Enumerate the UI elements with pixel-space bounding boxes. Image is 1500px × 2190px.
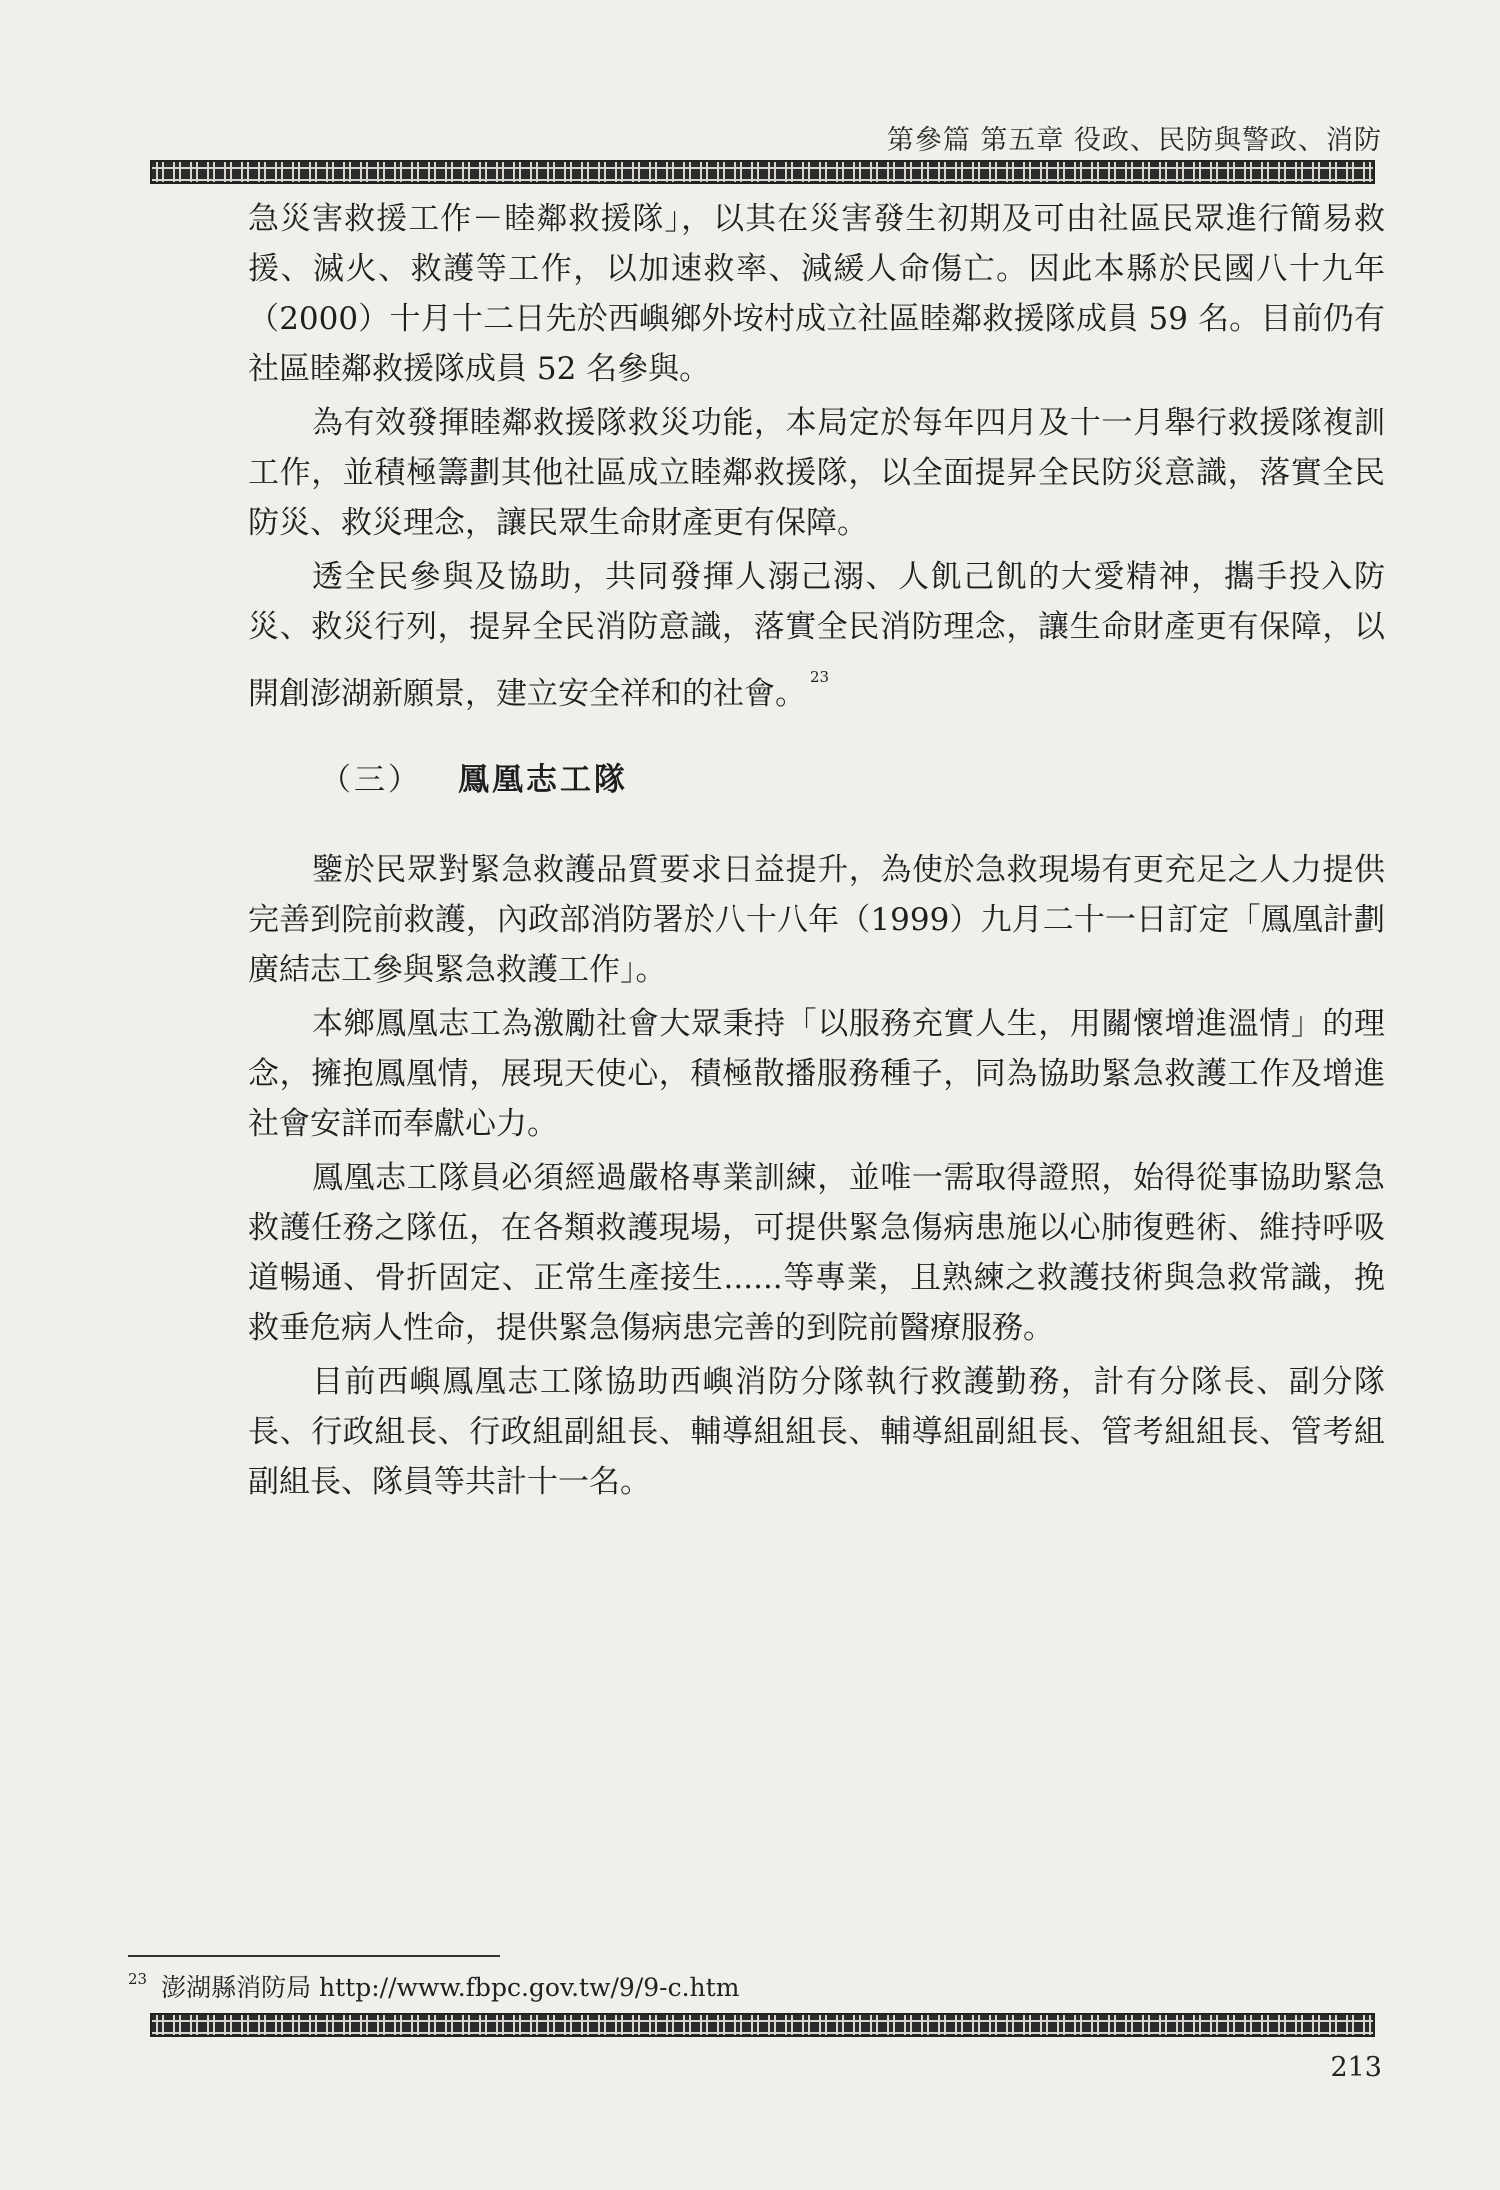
footnote-reference[interactable]: 23 (810, 668, 830, 686)
body-text (248, 194, 1385, 1511)
paragraph-1: 急災害救援工作－睦鄰救援隊」，以其在災害發生初期及可由社區民眾進行簡易救援、滅火、救護等工作，以加速救率、減緩人命傷亡。因此本縣於民國八十九年（2000）十月十二日先於西嶼鄉外垵村成立社區睦鄰救援隊成員 59 名。目前仍有社區睦鄰救援隊成員 52 名參與。 (248, 201, 1385, 387)
section-number: （三） (320, 762, 422, 798)
section-paragraph-4: 目前西嶼鳳凰志工隊協助西嶼消防分隊執行救護勤務，計有分隊長、副分隊長、行政組長、行政組副組長、輔導組組長、輔導組副組長、管考組組長、管考組副組長、隊員等共計十一名。 (248, 1364, 1385, 1500)
section-heading (320, 755, 1385, 805)
section-paragraph-3: 鳳凰志工隊員必須經過嚴格專業訓練，並唯一需取得證照，始得從事協助緊急救護任務之隊伍，在各類救護現場，可提供緊急傷病患施以心肺復甦術、維持呼吸道暢通、骨折固定、正常生產接生......等專業，且熟練之救護技術與急救常識，挽救垂危病人性命，提供緊急傷病患完善的到院前醫療服務。 (248, 1160, 1385, 1346)
footnote (128, 1968, 739, 2004)
running-header: 第參篇 第五章 役政、民防與警政、消防 (886, 125, 1382, 156)
paragraph-3 (248, 552, 1385, 719)
decorative-border-top (150, 160, 1375, 184)
section-title: 鳳凰志工隊 (458, 762, 628, 798)
page-number: 213 (1330, 2052, 1382, 2083)
footnote-text[interactable]: 澎湖縣消防局 http://www.fbpc.gov.tw/9/9-c.htm (161, 1973, 740, 2002)
decorative-border-bottom (150, 2013, 1375, 2037)
section-paragraph-2: 本鄉鳳凰志工為激勵社會大眾秉持「以服務充實人生，用關懷增進溫情」的理念，擁抱鳳凰情，展現天使心，積極散播服務種子，同為協助緊急救護工作及增進社會安詳而奉獻心力。 (248, 1006, 1385, 1142)
footnote-divider (128, 1955, 500, 1957)
paragraph-3-text: 透全民參與及協助，共同發揮人溺己溺、人飢己飢的大愛精神，攜手投入防災、救災行列，提昇全民消防意識，落實全民消防理念，讓生命財產更有保障，以開創澎湖新願景，建立安全祥和的社會。 (248, 559, 1385, 712)
paragraph-2: 為有效發揮睦鄰救援隊救災功能，本局定於每年四月及十一月舉行救援隊複訓工作，並積極籌劃其他社區成立睦鄰救援隊，以全面提昇全民防災意識，落實全民防災、救災理念，讓民眾生命財產更有保障。 (248, 405, 1385, 541)
section-paragraph-1: 鑒於民眾對緊急救護品質要求日益提升，為使於急救現場有更充足之人力提供完善到院前救護，內政部消防署於八十八年（1999）九月二十一日訂定「鳳凰計劃廣結志工參與緊急救護工作」。 (248, 852, 1385, 988)
footnote-mark: 23 (128, 1970, 148, 1988)
